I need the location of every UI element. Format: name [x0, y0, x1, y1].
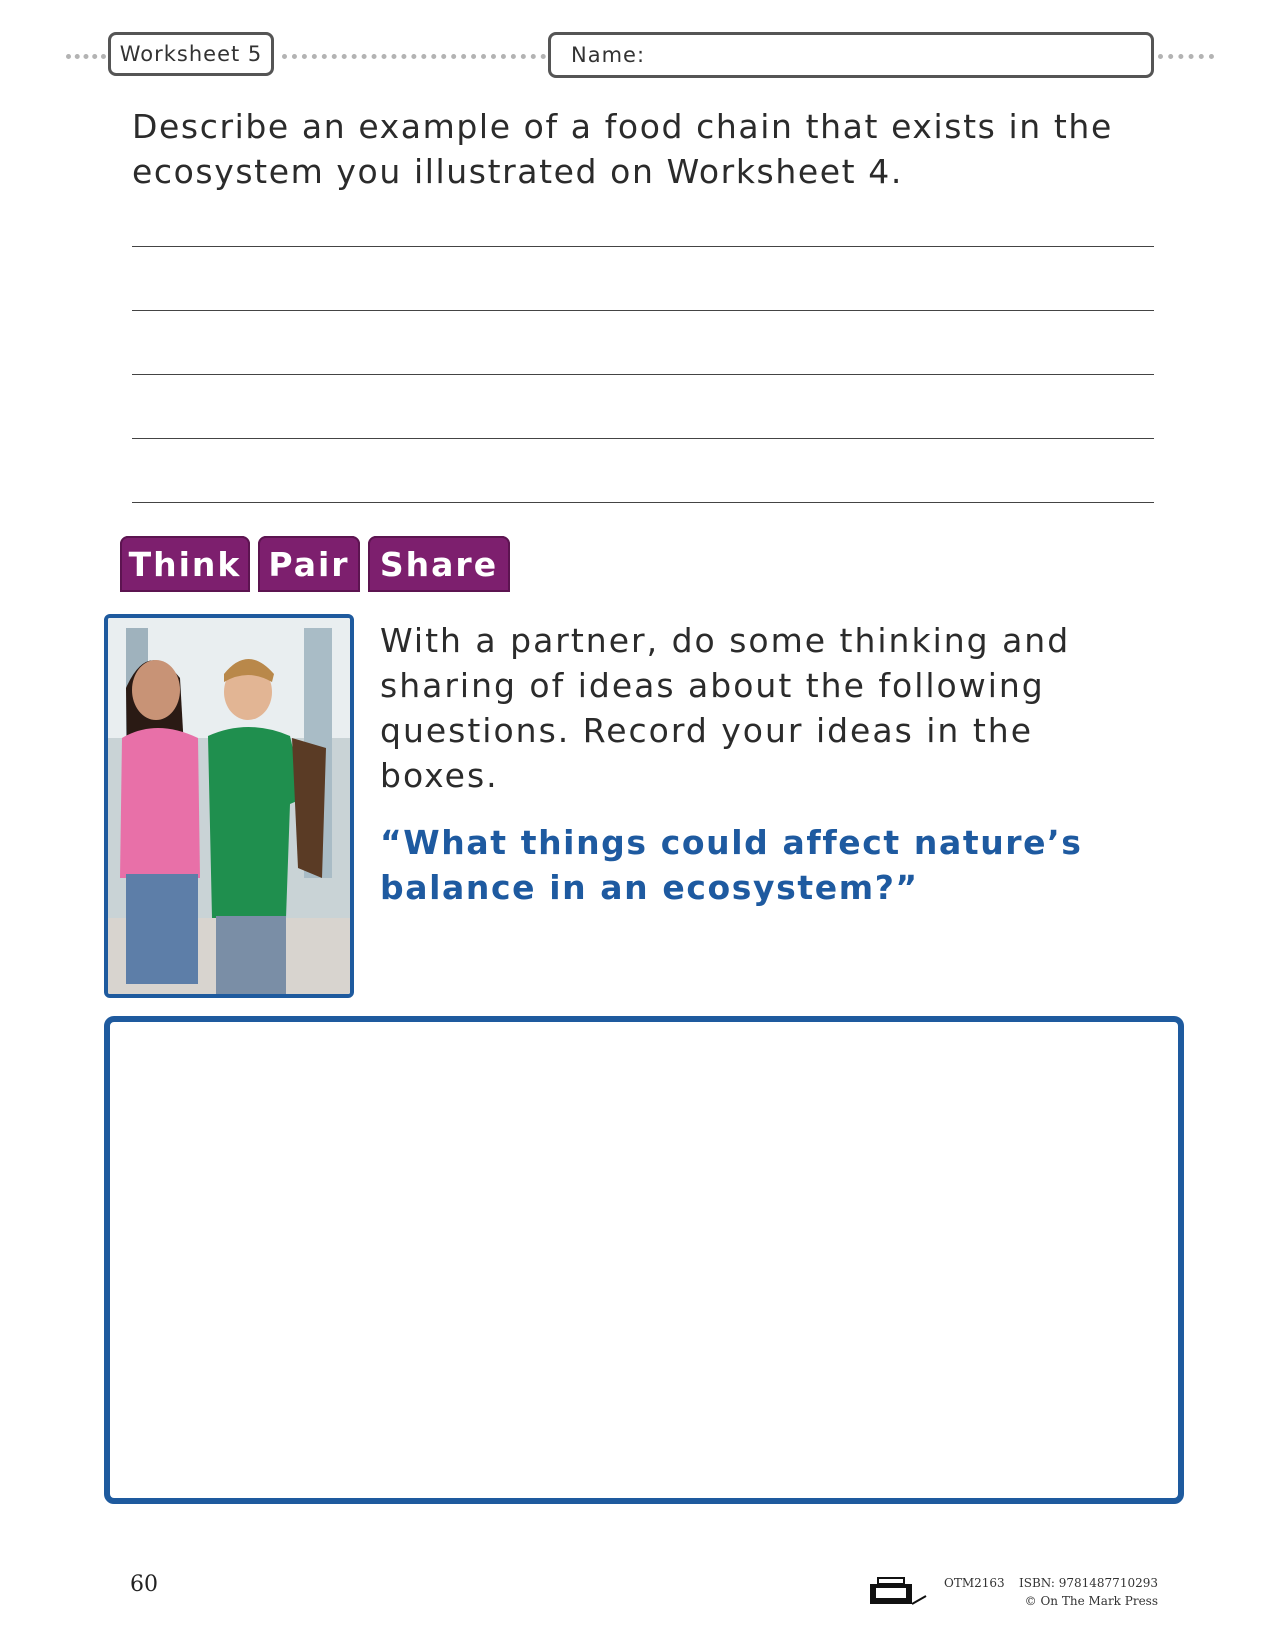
answer-line-5[interactable] — [132, 502, 1154, 503]
worksheet-label: Worksheet 5 — [108, 32, 274, 76]
product-code: OTM2163 — [944, 1576, 1005, 1590]
copyright: © On The Mark Press — [1024, 1594, 1158, 1608]
answer-line-2[interactable] — [132, 310, 1154, 311]
answer-line-1[interactable] — [132, 246, 1154, 247]
name-field[interactable] — [548, 32, 1154, 78]
answer-line-3[interactable] — [132, 374, 1154, 375]
header-dots-left — [66, 54, 106, 59]
think-tab: Think — [120, 536, 250, 592]
header-dots-right — [1158, 54, 1214, 59]
publisher-logo-icon — [868, 1574, 928, 1610]
isbn: ISBN: 9781487710293 — [1019, 1576, 1158, 1590]
pair-tab: Pair — [258, 536, 360, 592]
discussion-question: “What things could affect nature’s balance in an ecosystem?” — [380, 823, 1083, 907]
share-tab: Share — [368, 536, 510, 592]
partner-instructions: With a partner, do some thinking and sharing of ideas about the following questions. Record your ideas in the boxes. — [380, 621, 1071, 795]
students-illustration — [108, 618, 350, 994]
name-label: Name: — [571, 43, 646, 67]
footer-publisher-info — [944, 1574, 1158, 1610]
header-dots-middle — [282, 54, 546, 59]
answer-line-4[interactable] — [132, 438, 1154, 439]
students-photo — [104, 614, 354, 998]
page-number: 60 — [130, 1572, 158, 1597]
food-chain-prompt: Describe an example of a food chain that exists in the ecosystem you illustrated on Worksheet 4. — [132, 107, 1113, 191]
ideas-answer-box[interactable] — [104, 1016, 1184, 1504]
